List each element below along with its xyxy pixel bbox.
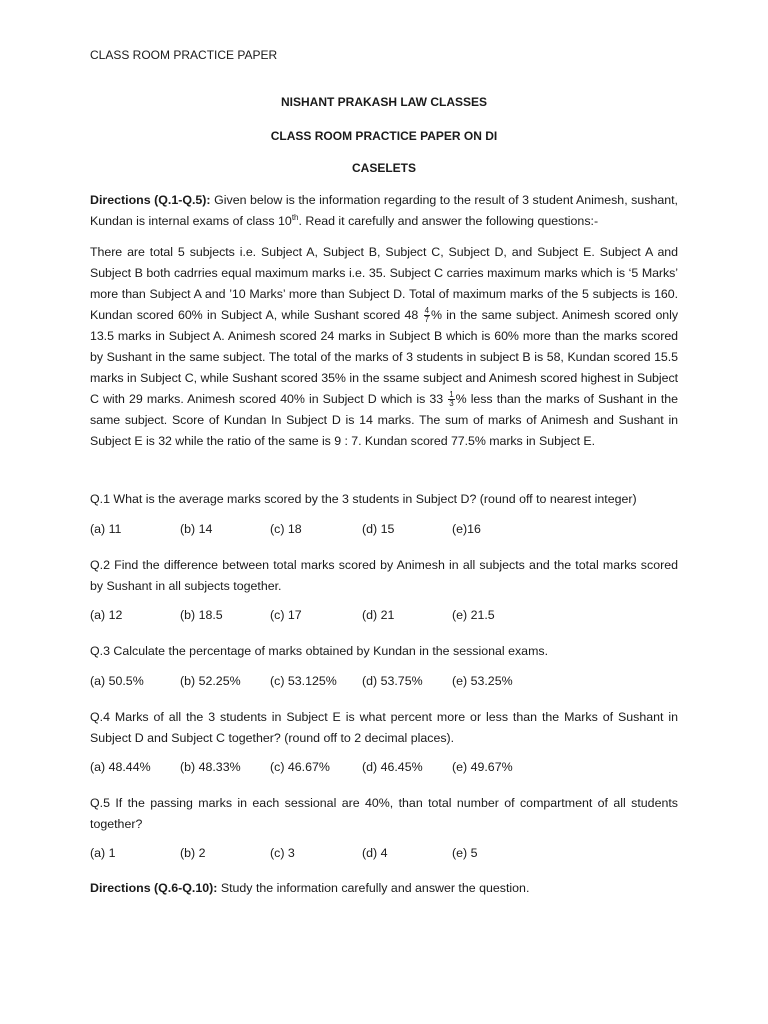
option-d: (d) 15 <box>362 522 395 536</box>
option-c: (c) 53.125% <box>270 674 337 688</box>
directions-1-label: Directions (Q.1-Q.5): <box>90 193 211 207</box>
option-e: (e)16 <box>452 522 481 536</box>
question-1: Q.1 What is the average marks scored by the 3 students in Subject D? (round off to nearest integer) <box>90 492 637 506</box>
question-5: Q.5 If the passing marks in each sessional are 40%, than total number of compartment of all students together? <box>90 796 678 831</box>
fraction-denominator: 7 <box>424 315 429 325</box>
question-4: Q.4 Marks of all the 3 students in Subject E is what percent more or less than the Marks of Sushant in Subject D and Subject C together? (round off to 2 decimal places). <box>90 710 678 745</box>
header-label: CLASS ROOM PRACTICE PAPER <box>90 48 278 62</box>
caselet-passage <box>90 242 678 452</box>
directions-2-text: Study the information carefully and answer the question. <box>217 881 530 895</box>
options-q5 <box>90 846 690 866</box>
paper-title: CLASS ROOM PRACTICE PAPER ON DI <box>270 129 498 143</box>
option-a: (a) 12 <box>90 608 123 622</box>
options-q4 <box>90 760 690 780</box>
option-d: (d) 21 <box>362 608 395 622</box>
option-a: (a) 50.5% <box>90 674 144 688</box>
option-e: (e) 49.67% <box>452 760 513 774</box>
fraction-numerator: 4 <box>424 306 429 316</box>
directions-2-label: Directions (Q.6-Q.10): <box>90 881 218 895</box>
option-b: (b) 52.25% <box>180 674 241 688</box>
option-a: (a) 1 <box>90 846 116 860</box>
option-a: (a) 11 <box>90 522 122 536</box>
option-c: (c) 18 <box>270 522 302 536</box>
option-e: (e) 53.25% <box>452 674 513 688</box>
fraction-four-sevenths <box>424 307 430 324</box>
directions-1 <box>90 190 678 232</box>
directions-1-text-end: . Read it carefully and answer the following questions:- <box>298 214 599 228</box>
option-e: (e) 5 <box>452 846 478 860</box>
options-q2 <box>90 608 690 628</box>
passage-part-1: There are total 5 subjects i.e. Subject A, Subject B, Subject C, Subject D, and Subject E. Subject A and Subject B both cadrries equal maximum marks i.e. 35. Subject C carries maximum marks which is ‘5 Marks’ more than Subject A and ’10 Marks’ more than Subject D. Total of maximum marks of the 5 subjects is 160. Kundan scored 60% in Subject A, while Sushant scored 48 <box>90 245 678 322</box>
option-e: (e) 21.5 <box>452 608 495 622</box>
option-c: (c) 17 <box>270 608 302 622</box>
question-3: Q.3 Calculate the percentage of marks obtained by Kundan in the sessional exams. <box>90 644 549 658</box>
section-title: CASELETS <box>351 161 416 175</box>
option-b: (b) 14 <box>180 522 213 536</box>
option-b: (b) 2 <box>180 846 206 860</box>
passage-part-3: % less than the marks of Sushant in the same subject. Score of Kundan In Subject D is 14 marks. The sum of marks of Animesh and Sushant in Subject E is 32 while the ratio of the same is 9 : 7. Kundan scored 77.5% marks in Subject E. <box>90 392 678 448</box>
option-d: (d) 46.45% <box>362 760 423 774</box>
institute-title: NISHANT PRAKASH LAW CLASSES <box>280 95 487 109</box>
options-q1 <box>90 522 690 542</box>
directions-1-text: Given below is the information regarding to the result of 3 student Animesh, sushant, Kundan is internal exams of class 10 <box>90 193 679 228</box>
option-c: (c) 46.67% <box>270 760 330 774</box>
fraction-one-third <box>448 391 454 408</box>
directions-1-superscript: th <box>291 212 299 222</box>
option-a: (a) 48.44% <box>90 760 151 774</box>
fraction-denominator: 3 <box>449 399 454 409</box>
option-d: (d) 53.75% <box>362 674 423 688</box>
options-q3 <box>90 674 690 694</box>
option-c: (c) 3 <box>270 846 295 860</box>
question-2: Q.2 Find the difference between total marks scored by Animesh in all subjects and the total marks scored by Sushant in all subjects together. <box>90 558 678 593</box>
option-d: (d) 4 <box>362 846 388 860</box>
passage-part-2: % in the same subject. Animesh scored only 13.5 marks in Subject A. Animesh scored 24 marks in Subject B which is 60% more than the marks scored by Sushant in the same subject. The total of the marks of 3 students in subject B is 58, Kundan scored 15.5 marks in Subject C, while Sushant scored 35% in the ssame subject and Animesh scored highest in Subject C with 29 marks. Animesh scored 40% in Subject D which is 33 <box>90 308 678 406</box>
option-b: (b) 48.33% <box>180 760 241 774</box>
option-b: (b) 18.5 <box>180 608 223 622</box>
directions-2 <box>90 878 678 899</box>
fraction-numerator: 1 <box>449 390 454 400</box>
